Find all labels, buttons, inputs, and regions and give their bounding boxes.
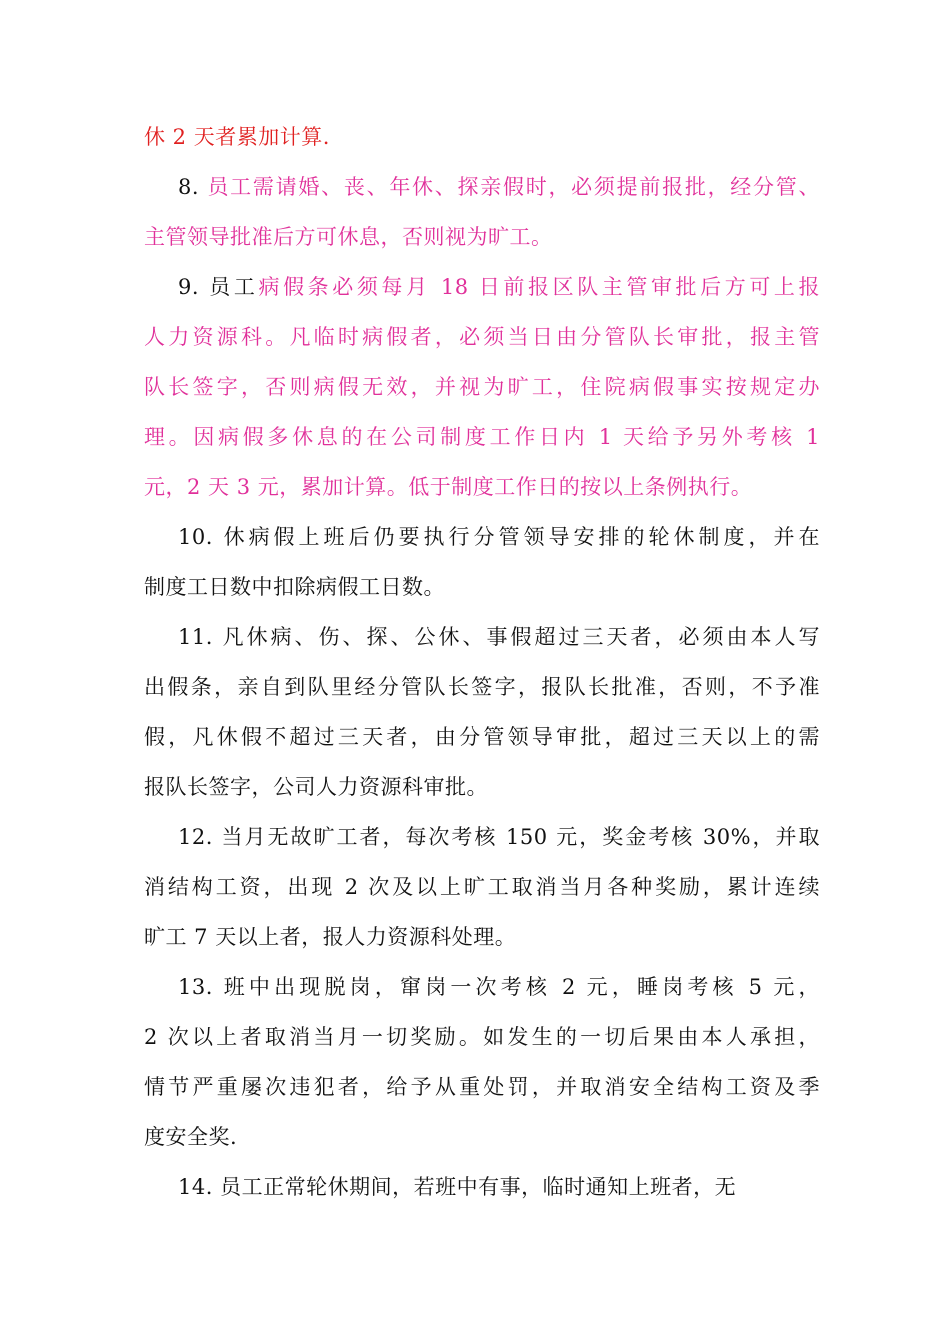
text-segment: 13. 班中出现脱岗，窜岗一次考核 2 元，睡岗考核 5 元， xyxy=(178,975,820,999)
text-line xyxy=(144,872,820,902)
paragraph-11-line-1 xyxy=(178,622,820,652)
text-segment: 出假条，亲自到队里经分管队长签字，报队长批准，否则，不予准 xyxy=(144,675,820,699)
text-line xyxy=(144,472,820,502)
paragraph-9-line-1 xyxy=(178,272,820,302)
text-segment: 员工需请婚、丧、年休、探亲假时，必须提前报批，经分管、 xyxy=(207,175,820,199)
text-segment: 消结构工资，出现 2 次及以上旷工取消当月各种奖励，累计连续 xyxy=(144,875,820,899)
text-line xyxy=(144,572,820,602)
text-segment: 休 2 天者累加计算. xyxy=(144,125,330,149)
text-segment: 报队长签字，公司人力资源科审批。 xyxy=(144,775,488,799)
text-line xyxy=(144,922,820,952)
text-segment: 10. 休病假上班后仍要执行分管领导安排的轮休制度，并在 xyxy=(178,525,820,549)
text-segment: 人力资源科。凡临时病假者，必须当日由分管队长审批，报主管 xyxy=(144,325,820,349)
paragraph-12-line-1 xyxy=(178,822,820,852)
text-segment: 假，凡休假不超过三天者，由分管领导审批，超过三天以上的需 xyxy=(144,725,820,749)
text-line xyxy=(144,222,820,252)
item-number: 8. xyxy=(178,175,208,199)
text-segment: 元，2 天 3 元，累加计算。低于制度工作日的按以上条例执行。 xyxy=(144,475,753,499)
text-segment: 队长签字，否则病假无效，并视为旷工，住院病假事实按规定办 xyxy=(144,375,820,399)
paragraph-8-line-1 xyxy=(178,172,820,202)
paragraph-14-line-1 xyxy=(178,1172,820,1202)
text-line xyxy=(144,422,820,452)
text-segment: 病假条必须每月 18 日前报区队主管审批后方可上报 xyxy=(258,275,820,299)
text-segment: 2 次以上者取消当月一切奖励。如发生的一切后果由本人承担， xyxy=(144,1025,820,1049)
text-segment: 14. 员工正常轮休期间，若班中有事，临时通知上班者，无 xyxy=(178,1175,737,1199)
text-line xyxy=(144,772,820,802)
paragraph-10-line-1 xyxy=(178,522,820,552)
text-line xyxy=(144,322,820,352)
text-segment: 12. 当月无故旷工者，每次考核 150 元，奖金考核 30%，并取 xyxy=(178,825,820,849)
text-segment: 主管领导批准后方可休息，否则视为旷工。 xyxy=(144,225,553,249)
text-segment: 情节严重屡次违犯者，给予从重处罚，并取消安全结构工资及季 xyxy=(144,1075,820,1099)
text-line xyxy=(144,1122,820,1152)
item-number: 9. 员工 xyxy=(178,275,259,299)
text-line xyxy=(144,1072,820,1102)
text-line xyxy=(144,672,820,702)
text-segment: 制度工日数中扣除病假工日数。 xyxy=(144,575,445,599)
text-line xyxy=(144,722,820,752)
text-segment: 11. 凡休病、伤、探、公休、事假超过三天者，必须由本人写 xyxy=(178,625,820,649)
text-segment: 旷工 7 天以上者，报人力资源科处理。 xyxy=(144,925,517,949)
text-segment: 理。因病假多休息的在公司制度工作日内 1 天给予另外考核 1 xyxy=(144,425,820,449)
text-segment: 度安全奖. xyxy=(144,1125,238,1149)
text-line xyxy=(144,122,820,152)
text-line xyxy=(144,372,820,402)
paragraph-13-line-1 xyxy=(178,972,820,1002)
text-line xyxy=(144,1022,820,1052)
